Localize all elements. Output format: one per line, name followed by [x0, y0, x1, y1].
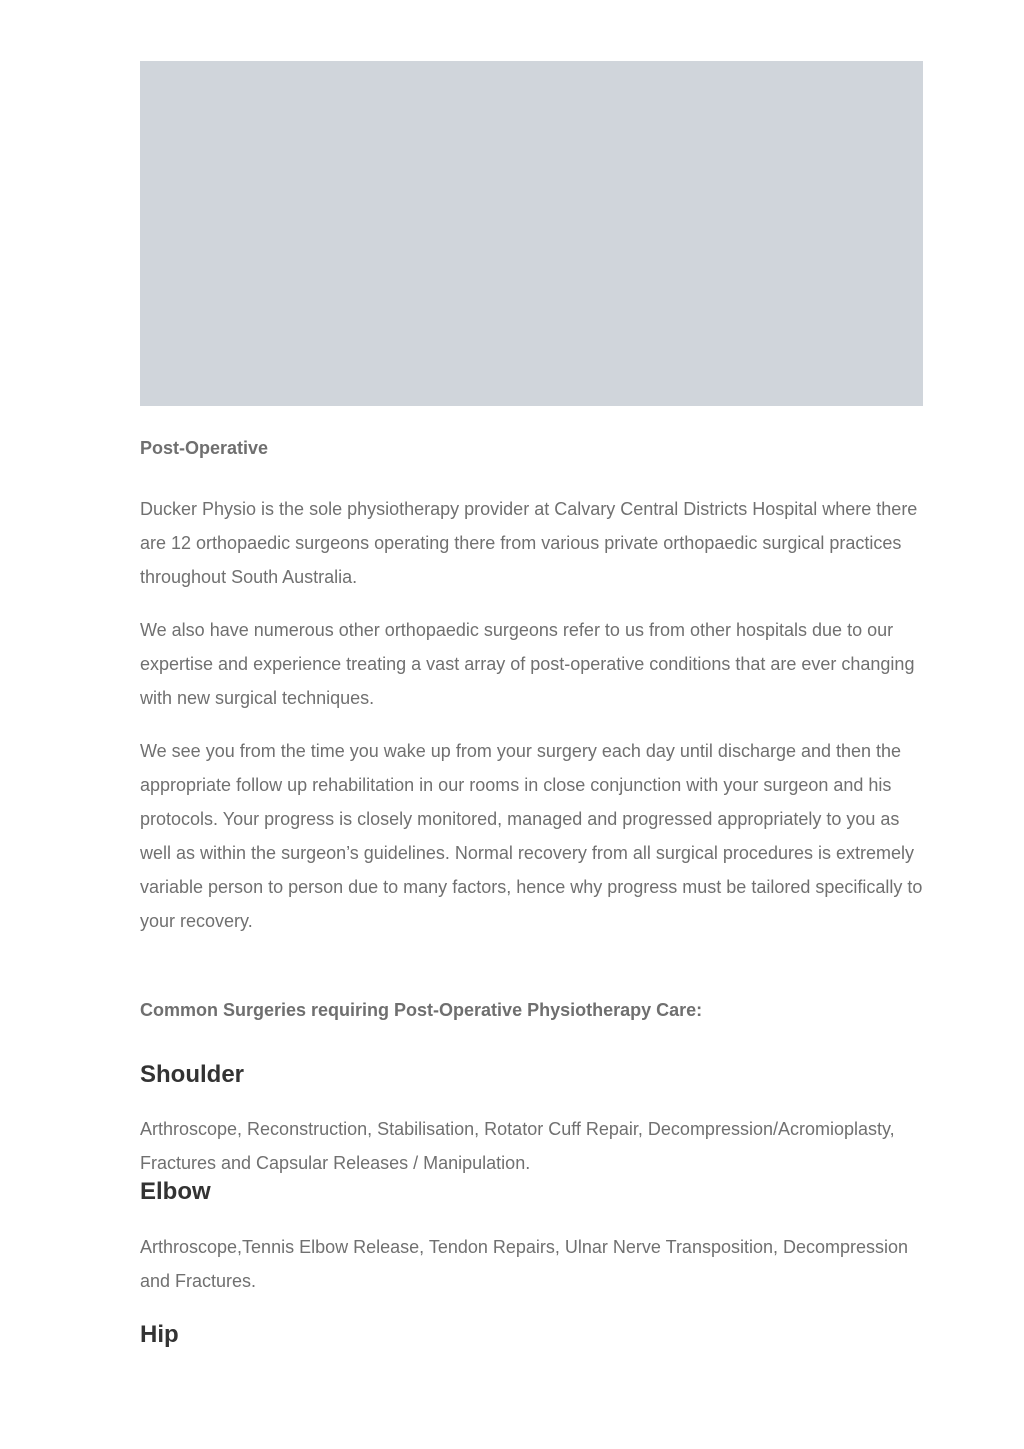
elbow-procedures: Arthroscope,Tennis Elbow Release, Tendon Repairs, Ulnar Nerve Transposition, Decompression and Fractures.	[140, 1237, 909, 1291]
hip-heading: Hip	[140, 1321, 179, 1348]
elbow-heading: Elbow	[140, 1178, 211, 1205]
intro-paragraph-2: We also have numerous other orthopaedic surgeons refer to us from other hospitals due to our expertise and experience treating a vast array of post-operative conditions that are ever changing with new surgical techniques.	[140, 620, 915, 708]
hero-image-placeholder	[140, 61, 923, 406]
intro-paragraph-1: Ducker Physio is the sole physiotherapy provider at Calvary Central Districts Hospital where there are 12 orthopaedic surgeons operating there from various private orthopaedic surgical practices throughout South Australia.	[140, 499, 918, 587]
intro-paragraph-3: We see you from the time you wake up from your surgery each day until discharge and then the appropriate follow up rehabilitation in our rooms in close conjunction with your surgeon and his protocols. Your progress is closely monitored, managed and progressed appropriately to you as well as within the surgeon’s guidelines. Normal recovery from all surgical procedures is extremely variable person to person due to many factors, hence why progress must be tailored specifically to your recovery.	[140, 741, 923, 931]
shoulder-heading: Shoulder	[140, 1061, 245, 1088]
section-title: Post-Operative	[140, 438, 269, 458]
common-surgeries-title: Common Surgeries requiring Post-Operative Physiotherapy Care:	[140, 1000, 703, 1020]
shoulder-procedures: Arthroscope, Reconstruction, Stabilisation, Rotator Cuff Repair, Decompression/Acromioplasty, Fractures and Capsular Releases / Manipulation.	[140, 1119, 895, 1173]
main-content	[140, 434, 923, 1351]
